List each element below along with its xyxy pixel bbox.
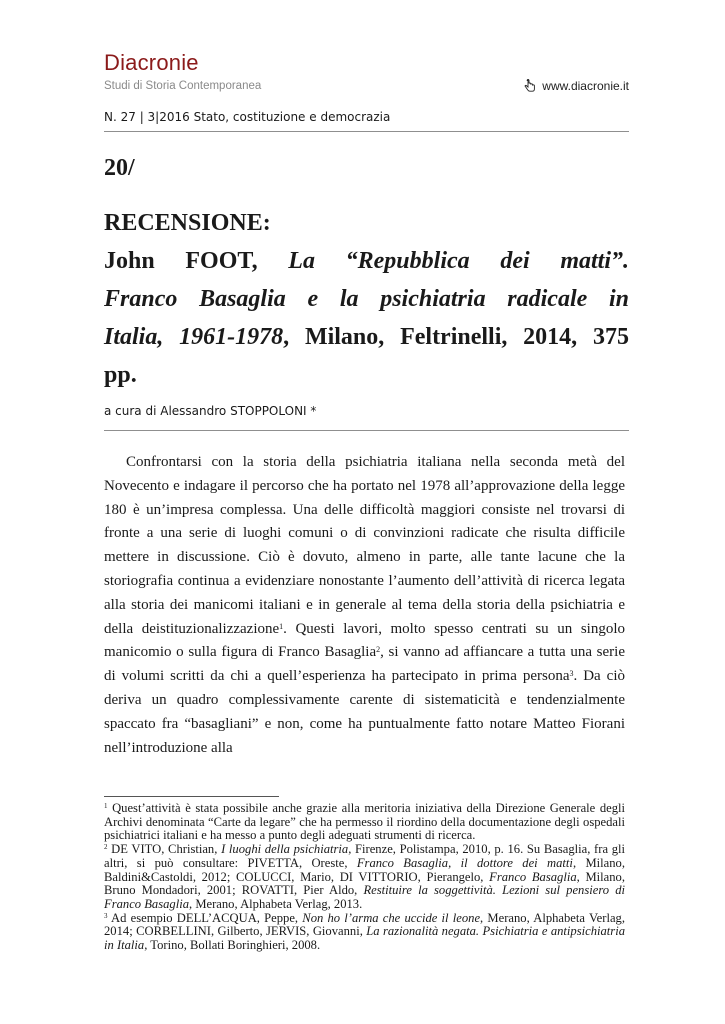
body-segment: . Da ciò deriva un quadro complessivamente carente di sistematicità e tendenzialmente spaccato fra “basagliani” e non, come ha puntualmente fatto notare Matteo Fiorani nell’introduzione alla — [104, 668, 625, 756]
title-line-1 — [104, 242, 629, 280]
cursor-hand-icon — [523, 79, 537, 93]
footnote-ref-2[interactable]: 2 — [376, 645, 381, 655]
cited-title: La razionalità negata. Psichiatria e antipsichiatria in Italia — [104, 924, 626, 953]
cited-title: I luoghi della psichiatria — [221, 842, 349, 857]
article-number: 20/ — [104, 155, 135, 181]
footnote-text: Ad esempio DELL’ACQUA, Peppe, — [107, 910, 303, 925]
journal-brand: Diacronie — [104, 50, 199, 75]
footnote-number: 3 — [104, 911, 108, 920]
journal-subtitle: Studi di Storia Contemporanea — [104, 80, 262, 92]
review-editor: a cura di Alessandro STOPPOLONI * — [104, 404, 317, 418]
footnote-ref-3[interactable]: 3 — [569, 669, 574, 679]
footnote-text: , Milano, Baldini&Castoldi, 2012; COLUCCI, Mario, DI VITTORIO, Pierangelo, — [104, 855, 625, 884]
book-title-part1: La “Repubblica dei matti”. — [288, 248, 629, 274]
website-link[interactable] — [523, 79, 629, 93]
reviewed-author: John FOOT, — [104, 248, 258, 274]
issue-info: N. 27 | 3|2016 Stato, costituzione e democrazia — [104, 110, 391, 124]
header-divider — [104, 131, 629, 132]
cited-title: Franco Basaglia, il dottore dei matti — [356, 855, 573, 870]
footnote-divider — [104, 796, 279, 797]
review-heading: RECENSIONE: — [104, 210, 271, 236]
footnote-text: , Milano, Bruno Mondadori, 2001; ROVATTI, Pier Aldo, — [104, 869, 625, 898]
website-url: www.diacronie.it — [542, 79, 629, 93]
footnote-3 — [104, 912, 625, 953]
cited-title: Non ho l’arma che uccide il leone — [302, 910, 481, 925]
book-title-part3: Italia, 1961-1978 — [104, 324, 284, 350]
body-segment: . Questi lavori, molto spesso centrati su un singolo manicomio o sulla figura di Franco Basaglia — [104, 620, 625, 661]
publication-info: , Milano, Feltrinelli, 2014, 375 — [283, 324, 629, 350]
footnotes — [104, 802, 625, 953]
footnote-text: , Torino, Bollati Boringhieri, 2008. — [144, 938, 321, 953]
title-divider — [104, 430, 629, 431]
footnote-2 — [104, 843, 625, 912]
body-paragraph — [104, 451, 625, 760]
title-line-3 — [104, 318, 629, 356]
article-title — [104, 204, 629, 394]
title-line-2 — [104, 280, 629, 318]
body-text — [104, 451, 625, 760]
footnote-text: DE VITO, Christian, — [107, 842, 222, 857]
footnote-text: , Firenze, Polistampa, 2010, p. 16. Su Basaglia, fra gli altri, si può consultare: PIVETTA, Oreste, — [104, 842, 625, 870]
footnote-number: 1 — [104, 802, 108, 810]
body-segment: Confrontarsi con la storia della psichiatria italiana nella seconda metà del Novecento e indagare il percorso che ha portato nel 1978 all’approvazione della legge 180 è un’impresa complessa. Una delle difficoltà maggiori consiste nel trovarsi di fronte a una serie di luoghi comuni o di convinzioni radicate che risulta difficile mettere in discussione. Ciò è dovuto, almeno in parte, alle tante lacune che la storiografia continua a evidenziare nonostante l’aumento dell’attività di ricerca legata alla storia dei manicomi italiani e in generale al tema della storia della psichiatria e della deistituzionalizzazione — [104, 454, 625, 637]
footnote-number: 2 — [104, 843, 108, 852]
cited-title: Franco Basaglia — [489, 869, 577, 884]
body-segment: , si vanno ad affiancare a tutta una serie di volumi scritti da chi a quell’esperienza ha partecipato in prima persona — [104, 644, 625, 685]
cited-title: Restituire la soggettività. Lezioni sul pensiero di Franco Basaglia — [104, 883, 625, 911]
footnote-1 — [104, 802, 625, 843]
book-title-part2: Franco Basaglia e la psichiatria radicale in — [104, 286, 629, 312]
footnote-ref-1[interactable]: 1 — [279, 621, 284, 631]
footnote-text: , Merano, Alphabeta Verlag, 2014; CORBELLINI, Gilberto, JERVIS, Giovanni, — [104, 910, 625, 939]
footnote-text: Quest’attività è stata possibile anche grazie alla meritoria iniziativa della Direzione Generale degli Archivi denominata “Carte da legare” che ha permesso il riordino della documentazione degli ospedali psichiatrici italiani e ha messo a punto degli adeguati strumenti di ricerca. — [104, 801, 625, 843]
title-pages: pp. — [104, 362, 137, 388]
footnote-text: , Merano, Alphabeta Verlag, 2013. — [189, 896, 363, 911]
